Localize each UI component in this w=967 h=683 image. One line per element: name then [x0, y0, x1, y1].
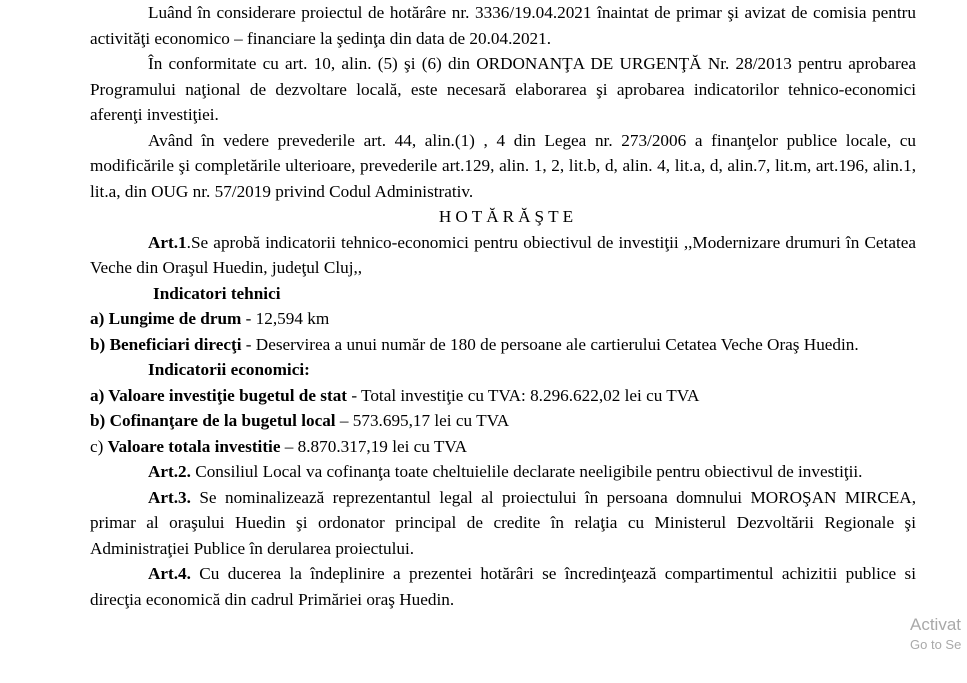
indicator-label: b) Beneficiari direcţi	[90, 334, 242, 354]
paragraph-legal-basis	[90, 128, 916, 205]
watermark-line-1: Activat	[910, 615, 962, 634]
paragraph-text: Având în vedere prevederile art. 44, alin.(1) , 4 din Legea nr. 273/2006 a finanţelor publice locale, cu modificările şi completările ulterioare, prevederile art.129, alin. 1, 2, lit.b, d, alin. 4, lit.a, d, alin.7, lit.m, art.196, alin.1, lit.a, din OUG nr. 57/2019 privind Codul Administrativ.	[90, 130, 916, 201]
indicator-label: Valoare totala investitie	[107, 436, 281, 456]
indicator-value: - Total investiţie cu TVA: 8.296.622,02 lei cu TVA	[347, 385, 700, 405]
indicator-value: - Deservirea a unui număr de 180 de persoane ale cartierului Cetatea Veche Oraş Huedin.	[241, 334, 859, 354]
windows-activation-watermark	[910, 614, 961, 654]
decision-title: HOTĂRĂŞTE	[438, 207, 578, 226]
paragraph-considering-project	[90, 0, 916, 51]
indicator-prefix: c)	[90, 436, 108, 456]
indicator-value: – 8.870.317,19 lei cu TVA	[280, 436, 467, 456]
technical-indicators-heading: Indicatori tehnici	[153, 283, 281, 303]
paragraph-text: În conformitate cu art. 10, alin. (5) şi (6) din ORDONANŢA DE URGENŢĂ Nr. 28/2013 pentru aprobarea Programului naţional de dezvoltare locală, este necesară elaborarea şi aprobarea indicatorilor tehnico-economici aferenţi investiţiei.	[90, 54, 916, 124]
paragraph-conformity	[90, 51, 916, 128]
indicator-label: b) Cofinanţare de la bugetul local	[90, 411, 336, 430]
article-3	[90, 485, 916, 562]
indicator-label: a) Valoare investiţie bugetul de stat	[90, 385, 348, 405]
economic-indicator-state-budget	[90, 383, 916, 409]
article-4	[90, 561, 916, 612]
article-4-label: Art.4.	[148, 564, 191, 583]
article-2	[90, 459, 916, 485]
heading-text: Indicatorii economici	[148, 360, 305, 379]
article-3-text: Se nominalizează reprezentantul legal al proiectului în persoana domnului MOROŞAN MIRCEA, primar al oraşului Huedin şi ordonator principal de credite în relaţia cu Ministerul Dezvoltării Regionale şi Administraţiei Publice în derularea proiectului.	[90, 487, 916, 558]
paragraph-text: Luând în considerare proiectul de hotărâre nr. 3336/19.04.2021 înaintat de primar şi avizat de comisia pentru activităţi economico – financiare la şedinţa din data de 20.04.2021.	[90, 3, 916, 48]
article-2-label: Art.2.	[148, 462, 191, 481]
article-1-text: .Se aprobă indicatorii tehnico-economici pentru obiectivul de investiţii ,,Modernizare drumuri în Cetatea Veche din Oraşul Huedin, judeţul Cluj,,	[90, 232, 916, 277]
document-body	[90, 0, 916, 612]
watermark-line-2: Go to Se	[910, 637, 962, 652]
technical-indicator-road-length	[90, 306, 916, 332]
indicator-value: - 12,594 km	[241, 309, 330, 328]
indicator-value: – 573.695,17 lei cu TVA	[335, 411, 510, 430]
technical-indicator-beneficiaries	[90, 332, 916, 358]
economic-indicator-local-cofinancing	[90, 408, 916, 434]
article-3-label: Art.3.	[148, 487, 191, 507]
economic-indicators-heading	[90, 357, 916, 383]
indicator-label: a) Lungime de drum	[90, 309, 242, 328]
article-2-text: Consiliul Local va cofinanţa toate cheltuielile declarate neeligibile pentru obiectivul de investiţii.	[190, 462, 863, 481]
economic-indicator-total-investment	[90, 434, 916, 460]
article-1	[90, 230, 916, 281]
article-1-label: Art.1	[148, 232, 187, 252]
article-4-text: Cu ducerea la îndeplinire a prezentei hotărâri se încredinţează compartimentul achizitii publice si direcţia economică din cadrul Primăriei oraş Huedin.	[90, 564, 916, 609]
heading-suffix: :	[304, 360, 310, 379]
